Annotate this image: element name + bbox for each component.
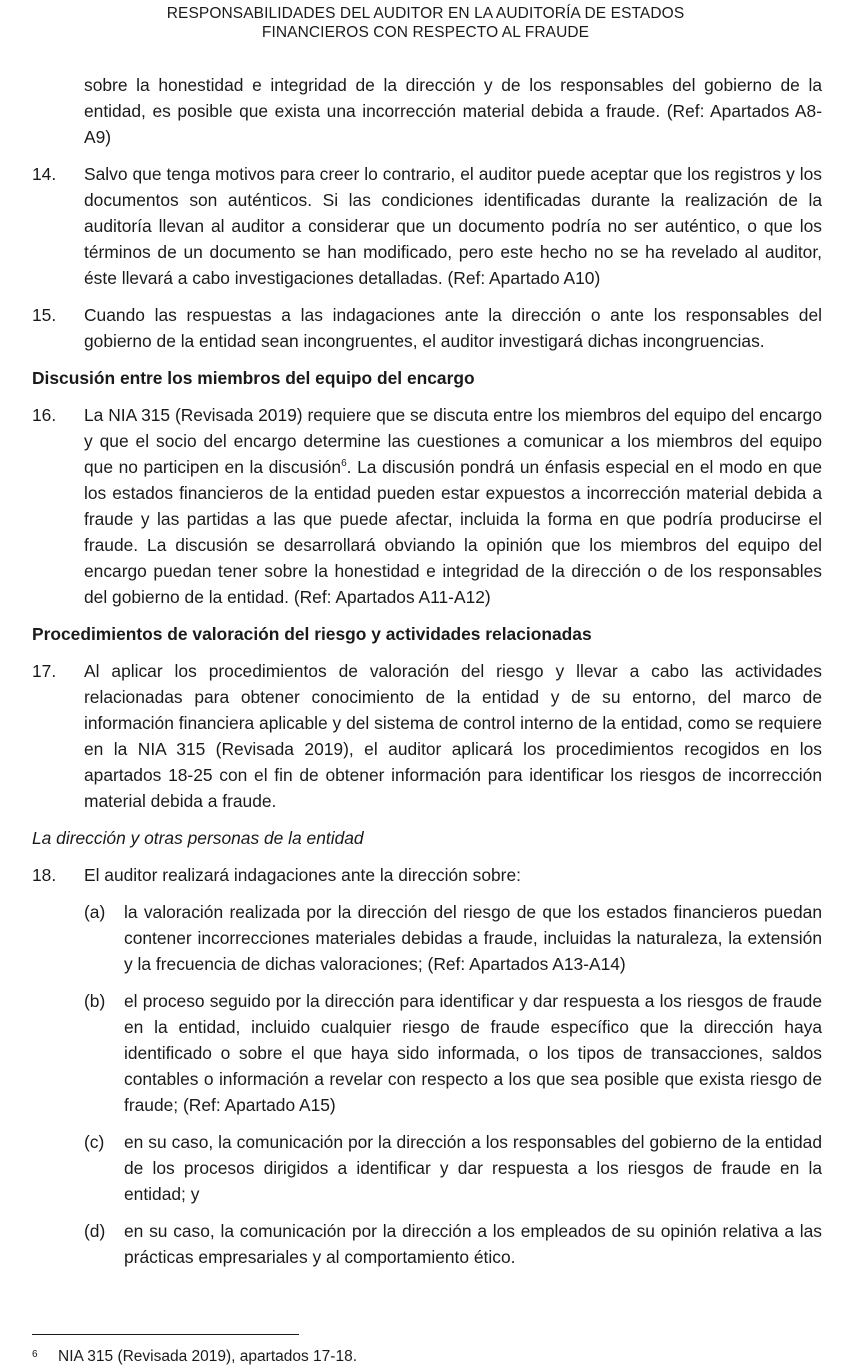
section-heading-discussion: Discusión entre los miembros del equipo del encargo <box>32 368 475 388</box>
header-line-1: RESPONSABILIDADES DEL AUDITOR EN LA AUDITORÍA DE ESTADOS <box>166 5 685 22</box>
footnote-text: NIA 315 (Revisada 2019), apartados 17-18. <box>58 1348 357 1365</box>
list-item-a <box>84 899 822 977</box>
footnote-reference[interactable]: 6 <box>341 458 347 470</box>
list-item-text: en su caso, la comunicación por la dirección a los responsables del gobierno de la entidad de los procesos dirigidos a identificar y dar respuesta a los riesgos de fraude en la entidad; y <box>124 1132 822 1204</box>
paragraph-16 <box>32 402 822 610</box>
paragraph-text: Al aplicar los procedimientos de valoración del riesgo y llevar a cabo las actividades relacionadas para obtener conocimiento de la entidad y de su entorno, del marco de información financiera aplicable y del sistema de control interno de la entidad, como se requiere en la NIA 315 (Revisada 2019), el auditor aplicará los procedimientos recogidos en los apartados 18-25 con el fin de obtener información para identificar los riesgos de incorrección material debida a fraude. <box>84 661 822 811</box>
list-item-label: (c) <box>84 1132 105 1152</box>
section-heading-risk-procedures: Procedimientos de valoración del riesgo y actividades relacionadas <box>32 624 592 644</box>
list-item-c <box>84 1129 822 1207</box>
paragraph-15 <box>32 302 822 354</box>
paragraph-number: 17. <box>32 661 57 681</box>
paragraph-text-after: . La discusión pondrá un énfasis especial en el modo en que los estados financieros de la entidad pueden estar expuestos a incorrección material debida a fraude y las partidas a las que puede afectar, incluida la forma en que podría producirse el fraude. La discusión se desarrollará obviando la opinión que los miembros del equipo del encargo puedan tener sobre la honestidad e integridad de la dirección o de los responsables del gobierno de la entidad. (Ref: Apartados A11-A12) <box>84 457 822 607</box>
paragraph-number: 16. <box>32 405 57 425</box>
footnote-divider <box>32 1334 299 1335</box>
paragraph-text: Salvo que tenga motivos para creer lo contrario, el auditor puede aceptar que los registros y los documentos son auténticos. Si las condiciones identificadas durante la realización de la auditoría llevan al auditor a considerar que un documento podría no ser auténtico, o que los términos de un documento se han modificado, pero este hecho no se ha revelado al auditor, éste llevará a cabo investigaciones detalladas. (Ref: Apartado A10) <box>84 164 822 288</box>
footnote-mark: 6 <box>32 1349 38 1360</box>
running-header <box>0 4 851 42</box>
paragraph-number: 15. <box>32 305 57 325</box>
document-body <box>32 72 822 1281</box>
header-line-2: FINANCIEROS CON RESPECTO AL FRAUDE <box>261 24 590 41</box>
paragraph-number: 18. <box>32 865 57 885</box>
list-item-label: (d) <box>84 1221 106 1241</box>
list-item-text: la valoración realizada por la dirección del riesgo de que los estados financieros puedan contener incorrecciones materiales debidas a fraude, incluidas la naturaleza, la extensión y la frecuencia de dichas valoraciones; (Ref: Apartados A13-A14) <box>124 902 822 974</box>
list-item-d <box>84 1218 822 1270</box>
paragraph-text: Cuando las respuestas a las indagaciones ante la dirección o ante los responsables del gobierno de la entidad sean incongruentes, el auditor investigará dichas incongruencias. <box>84 305 822 351</box>
list-item-label: (a) <box>84 902 106 922</box>
list-item-text: en su caso, la comunicación por la dirección a los empleados de su opinión relativa a las prácticas empresariales y al comportamiento ético. <box>124 1221 822 1267</box>
continuation-paragraph: sobre la honestidad e integridad de la dirección y de los responsables del gobierno de la entidad, es posible que exista una incorrección material debida a fraude. (Ref: Apartados A8-A9) <box>84 75 822 147</box>
paragraph-number: 14. <box>32 164 57 184</box>
subsection-heading-management: La dirección y otras personas de la entidad <box>32 828 364 848</box>
list-item-b <box>84 988 822 1118</box>
list-item-text: el proceso seguido por la dirección para identificar y dar respuesta a los riesgos de fraude en la entidad, incluido cualquier riesgo de fraude específico que la dirección haya identificado o sobre el que haya sido informada, o los tipos de transacciones, saldos contables o información a revelar con respecto a los que sea posible que exista riesgo de fraude; (Ref: Apartado A15) <box>124 991 822 1115</box>
list-item-label: (b) <box>84 991 106 1011</box>
paragraph-text-before: La NIA 315 (Revisada 2019) requiere que se discuta entre los miembros del equipo del encargo y que el socio del encargo determine las cuestiones a comunicar a los miembros del equipo que no participen en la discusión <box>84 405 822 477</box>
paragraph-17 <box>32 658 822 814</box>
paragraph-text: El auditor realizará indagaciones ante la dirección sobre: <box>84 865 521 885</box>
paragraph-14 <box>32 161 822 291</box>
paragraph-18 <box>32 862 822 888</box>
